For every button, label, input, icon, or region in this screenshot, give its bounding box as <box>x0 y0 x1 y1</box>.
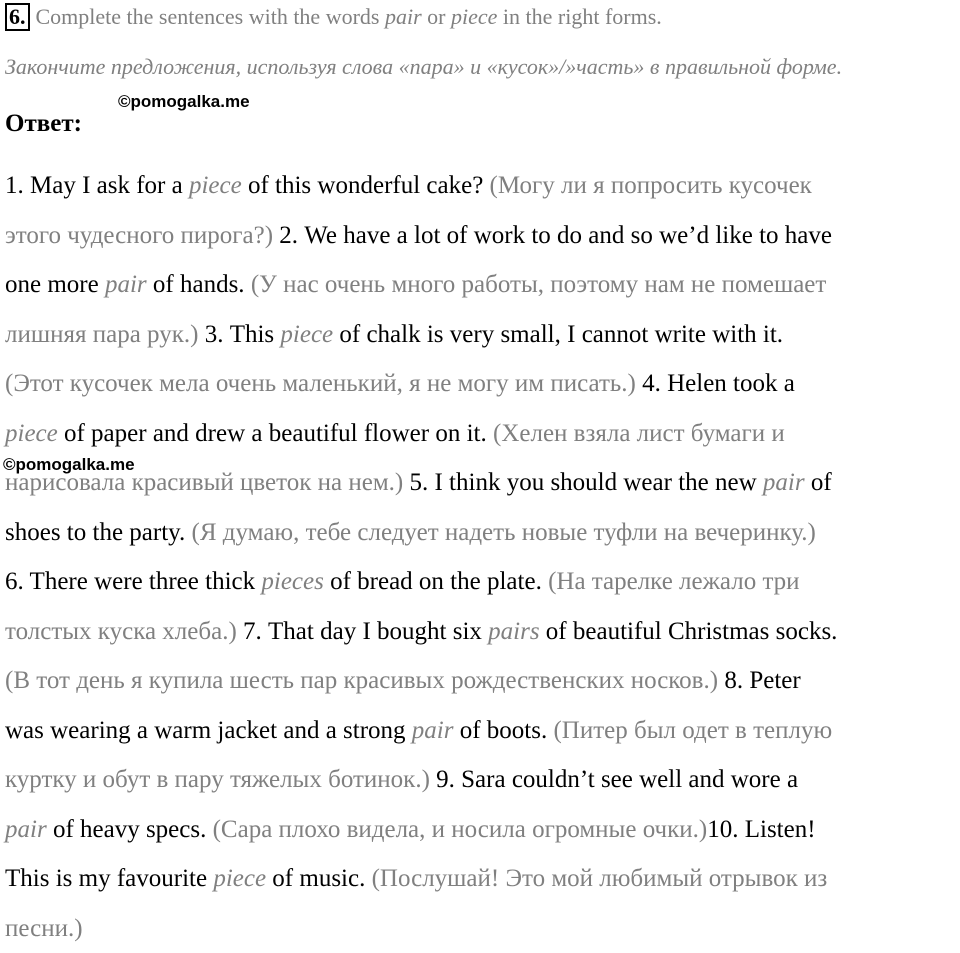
sentence-text: shoes to the party. <box>5 519 192 546</box>
sentence-text: 8. Peter <box>724 667 800 694</box>
sentence-text: 6. There were three thick <box>5 568 261 595</box>
sentence-text: was wearing a warm jacket and a strong <box>5 717 412 744</box>
answer-keyword: pair <box>763 469 805 496</box>
sentence-text: This is my favourite <box>5 865 213 892</box>
translation-text: (Этот кусочек мела очень маленький, я не могу им писать.) <box>5 370 642 397</box>
sentence-text: of chalk is very small, I cannot write with it. <box>333 321 783 348</box>
translation-text: (Послушай! Это мой любимый отрывок из <box>372 865 828 892</box>
translation-text: толстых куска хлеба.) <box>5 618 243 645</box>
sentence-text: of paper and drew a beautiful flower on it. <box>58 420 493 447</box>
translation-text: этого чудесного пирога?) <box>5 222 279 249</box>
sentence-text: of hands. <box>147 271 251 298</box>
watermark: ©pomogalka.me <box>3 455 135 475</box>
answer-line <box>5 557 957 607</box>
answer-keyword: pair <box>105 271 147 298</box>
answer-line <box>5 607 957 657</box>
answer-label: Ответ: <box>5 110 82 138</box>
translation-text: нарисовала красивый цветок на нем.) <box>5 469 409 496</box>
sentence-text: of heavy specs. <box>47 816 213 843</box>
answer-line <box>5 161 957 211</box>
answer-line <box>5 755 957 805</box>
answer-line <box>5 854 957 904</box>
sentence-text: 2. We have a lot of work to do and so we’d like to have <box>279 222 832 249</box>
task-instruction-ru: Закончите предложения, используя слова «пара» и «кусок»/»часть» в правильной форме. <box>5 54 842 80</box>
answer-keyword: pairs <box>488 618 539 645</box>
sentence-text: 5. I think you should wear the new <box>409 469 762 496</box>
answer-keyword: pair <box>5 816 47 843</box>
answer-keyword: piece <box>213 865 266 892</box>
answer-body <box>5 161 957 953</box>
translation-text: (Могу ли я попросить кусочек <box>490 172 812 199</box>
answer-line <box>5 656 957 706</box>
translation-text: куртку и обут в пару тяжелых ботинок.) <box>5 766 436 793</box>
answer-line <box>5 359 957 409</box>
answer-keyword: piece <box>280 321 333 348</box>
watermark: ©pomogalka.me <box>118 92 250 112</box>
answer-keyword: piece <box>5 420 58 447</box>
instruction-text: Complete the sentences with the words <box>36 4 385 29</box>
answer-line <box>5 211 957 261</box>
answer-line <box>5 458 957 508</box>
sentence-text: of boots. <box>453 717 553 744</box>
answer-line <box>5 508 957 558</box>
sentence-text: 4. Helen took a <box>642 370 795 397</box>
translation-text: лишняя пара рук.) <box>5 321 205 348</box>
answer-line <box>5 310 957 360</box>
sentence-text: 7. That day I bought six <box>243 618 488 645</box>
task-number: 6. <box>5 3 30 31</box>
answer-keyword: pair <box>412 717 454 744</box>
instruction-text: in the right forms. <box>497 4 661 29</box>
answer-keyword: pieces <box>261 568 323 595</box>
translation-text: (В тот день я купила шесть пар красивых рождественских носков.) <box>5 667 724 694</box>
task-header <box>5 3 955 37</box>
translation-text: песни.) <box>5 915 83 942</box>
sentence-text: 1. May I ask for a <box>5 172 189 199</box>
sentence-text: 10. Listen! <box>707 816 815 843</box>
instruction-text: or <box>422 4 451 29</box>
answer-line <box>5 260 957 310</box>
answer-keyword: piece <box>189 172 242 199</box>
answer-line <box>5 706 957 756</box>
translation-text: (Хелен взяла лист бумаги и <box>493 420 785 447</box>
sentence-text: 9. Sara couldn’t see well and wore a <box>436 766 798 793</box>
sentence-text: one more <box>5 271 105 298</box>
answer-line <box>5 904 957 953</box>
sentence-text: of music. <box>266 865 372 892</box>
sentence-text: of <box>805 469 832 496</box>
sentence-text: of bread on the plate. <box>324 568 548 595</box>
answer-line <box>5 409 957 459</box>
sentence-text: 3. This <box>205 321 281 348</box>
sentence-text: of beautiful Christmas socks. <box>540 618 838 645</box>
instruction-keyword-pair: pair <box>385 4 422 29</box>
instruction-keyword-piece: piece <box>451 4 497 29</box>
translation-text: (У нас очень много работы, поэтому нам не помешает <box>251 271 827 298</box>
translation-text: (Питер был одет в теплую <box>553 717 832 744</box>
translation-text: (На тарелке лежало три <box>548 568 800 595</box>
translation-text: (Я думаю, тебе следует надеть новые туфли на вечеринку.) <box>192 519 816 546</box>
answer-line <box>5 805 957 855</box>
translation-text: (Сара плохо видела, и носила огромные очки.) <box>213 816 708 843</box>
sentence-text: of this wonderful cake? <box>242 172 490 199</box>
task-instruction-en <box>36 4 662 29</box>
